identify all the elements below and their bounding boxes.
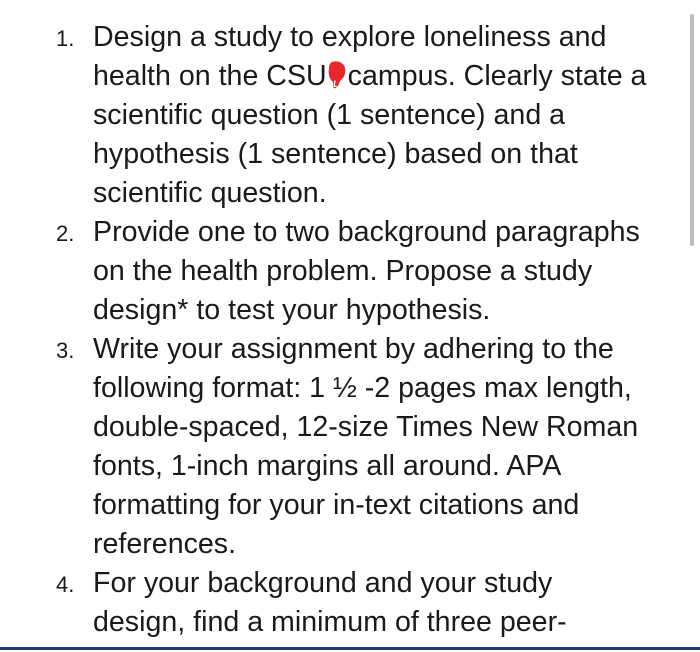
text-line: Design a study to explore loneliness and — [93, 21, 607, 53]
text-line: Provide one to two background paragraphs — [93, 216, 640, 248]
text-line: hypothesis (1 sentence) based on that — [93, 138, 578, 170]
list-number: 2. — [56, 221, 75, 246]
list-item-text — [93, 18, 681, 213]
list-number: 3. — [56, 338, 75, 363]
list-item-text — [93, 330, 681, 564]
red-redaction-mark — [327, 60, 347, 90]
list-item-3 — [56, 330, 681, 564]
assignment-instructions-list — [56, 18, 681, 642]
text-segment: campus. Clearly state a — [347, 60, 647, 92]
text-line: scientific question. — [93, 177, 327, 209]
text-segment: health on the CSU — [93, 60, 327, 92]
text-line: fonts, 1-inch margins all around. APA — [93, 450, 562, 482]
list-number: 1. — [56, 26, 75, 51]
text-line: following format: 1 ½ -2 pages max length, — [93, 372, 632, 404]
bottom-divider — [0, 647, 700, 650]
vertical-scrollbar[interactable] — [690, 14, 694, 246]
list-item-text — [93, 213, 681, 330]
text-line: references. — [93, 528, 237, 560]
list-number: 4. — [56, 572, 75, 597]
list-item-1 — [56, 18, 681, 213]
list-item-4 — [56, 564, 681, 642]
list-item-2 — [56, 213, 681, 330]
text-line: For your background and your study — [93, 567, 553, 599]
text-line — [93, 57, 681, 96]
text-line: on the health problem. Propose a study — [93, 255, 593, 287]
text-line: scientific question (1 sentence) and a — [93, 99, 566, 131]
text-line: design, find a minimum of three peer- — [93, 606, 567, 638]
text-line: Write your assignment by adhering to the — [93, 333, 614, 365]
text-line: design* to test your hypothesis. — [93, 294, 491, 326]
text-line: double-spaced, 12-size Times New Roman — [93, 411, 639, 443]
list-item-text — [93, 564, 681, 642]
text-line: formatting for your in-text citations and — [93, 489, 580, 521]
